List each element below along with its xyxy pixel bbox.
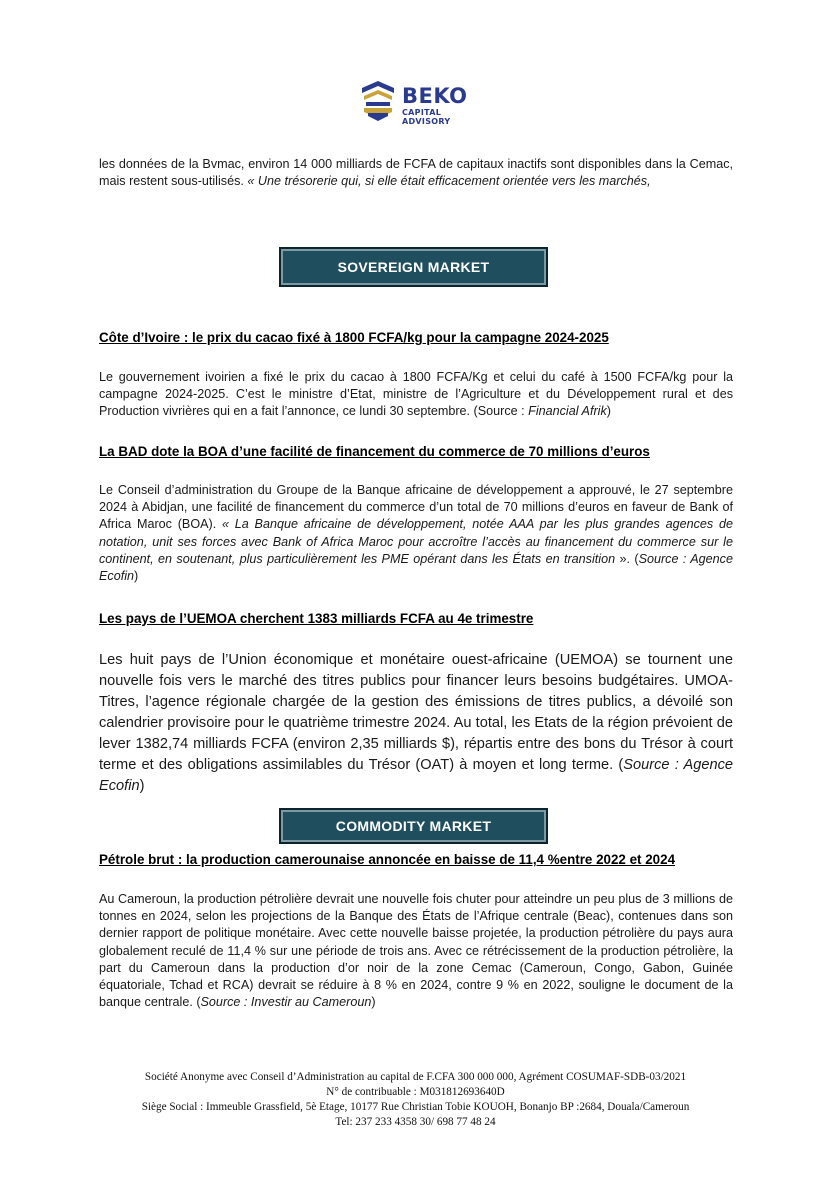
article-text: Le Conseil d’administration du Groupe de la Banque africaine de développement a approuvé, le 27 septembre 2024 à Abidjan, une facilité de financement du commerce d’un total de 70 millions d’euros en faveur de Bank of Africa Maroc (BOA). [99, 483, 733, 532]
article-headline: Les pays de l’UEMOA cherchent 1383 milliards FCFA au 4e trimestre [99, 611, 534, 626]
article-headline: Pétrole brut : la production camerounaise annoncée en baisse de 11,4 %entre 2022 et 2024 [99, 852, 676, 867]
article-source: Source : Agence Ecofin [99, 551, 733, 584]
page-footer [60, 1070, 771, 1130]
beko-emblem-icon [358, 80, 398, 124]
article-tail: ) [371, 995, 376, 1010]
article-text: Le gouvernement ivoirien a fixé le prix du cacao à 1800 FCFA/Kg et celui du café à 1500 FCFA/kg pour la campagne 2024-2025. C’est le ministre d’Etat, ministre de l’Agriculture et du Développement rural et des Production vivrières qui en a fait l’annonce, ce lundi 30 septembre. (Source : [99, 370, 733, 419]
intro-paragraph [99, 156, 733, 190]
article-tail: ) [134, 569, 139, 584]
article-quote: « La Banque africaine de développement, notée AAA par les plus grandes agences de notation, unit ses forces avec Bank of Africa Maroc pour accroître l’accès au financement du commerce sur le continent, en soutenant, plus particulièrement les PME opérant dans les États en transition [99, 517, 733, 566]
article-body [99, 482, 733, 585]
article-source: Source : Investir au Cameroun [200, 995, 372, 1010]
intro-quote: « Une trésorerie qui, si elle était efficacement orientée vers les marchés, [247, 174, 651, 189]
article-headline: La BAD dote la BOA d’une facilité de financement du commerce de 70 millions d’euros [99, 444, 650, 459]
article-source: Source : Agence Ecofin [99, 757, 733, 794]
article-tail: ) [606, 404, 611, 419]
article-body [99, 369, 733, 421]
footer-phone: Tel: 237 233 4358 30/ 698 77 48 24 [335, 1116, 496, 1128]
section-banner-sovereign [279, 247, 548, 287]
article-body [99, 650, 733, 797]
article-quote-end: ». ( [615, 551, 639, 566]
section-title-commodity: COMMODITY MARKET [335, 818, 492, 834]
section-banner-commodity [279, 808, 548, 844]
logo-name: BEKO [402, 84, 468, 108]
footer-company-line: Société Anonyme avec Conseil d’Administration au capital de F.CFA 300 000 000, Agrément COSUMAF-SDB-03/2021 [144, 1071, 687, 1083]
company-logo [358, 80, 488, 124]
article-text: Les huit pays de l’Union économique et monétaire ouest-africaine (UEMOA) se tournent une nouvelle fois vers le marché des titres publics pour financer leurs besoins budgétaires. UMOA-Titres, l’agence régionale chargée de la gestion des émissions de titres publics, a dévoilé son calendrier provisoire pour le quatrième trimestre 2024. Au total, les Etats de la région prévoient de lever 1382,74 milliards FCFA (environ 2,35 milliards $), répartis entre des bons du Trésor à court terme et des obligations assimilables du Trésor (OAT) à moyen et long terme. ( [99, 652, 733, 773]
intro-text: les données de la Bvmac, environ 14 000 milliards de FCFA de capitaux inactifs sont disponibles dans la Cemac, mais restent sous-utilisés. [99, 157, 733, 189]
footer-address: Siège Social : Immeuble Grassfield, 5è Etage, 10177 Rue Christian Tobie KOUOH, Bonanjo BP :2684, Douala/Cameroun [141, 1101, 690, 1113]
footer-tax-id: N° de contribuable : M031812693640D [326, 1086, 505, 1098]
article-text: Au Cameroun, la production pétrolière devrait une nouvelle fois chuter pour atteindre un peu plus de 3 millions de tonnes en 2024, selon les projections de la Banque des États de l’Afrique centrale (Beac), contenues dans son dernier rapport de politique monétaire. Avec cette nouvelle baisse projetée, la production pétrolière du pays aura globalement reculé de 11,4 % sur une période de trois ans. Avec ce rétrécissement de la production pétrolière, la part du Cameroun dans la production d’or noir de la zone Cemac (Cameroun, Congo, Gabon, Guinée équatoriale, Tchad et RCA) devrait se réduire à 8 % en 2024, contre 9 % en 2022, souligne le document de la banque centrale. ( [99, 892, 733, 1010]
logo-subtitle: CAPITAL ADVISORY [402, 108, 451, 126]
article-tail: ) [139, 778, 145, 794]
article-headline: Côte d’Ivoire : le prix du cacao fixé à 1800 FCFA/kg pour la campagne 2024-2025 [99, 330, 609, 345]
article-body [99, 891, 733, 1011]
article-source: Financial Afrik [528, 404, 607, 419]
section-title-sovereign: SOVEREIGN MARKET [337, 259, 490, 275]
